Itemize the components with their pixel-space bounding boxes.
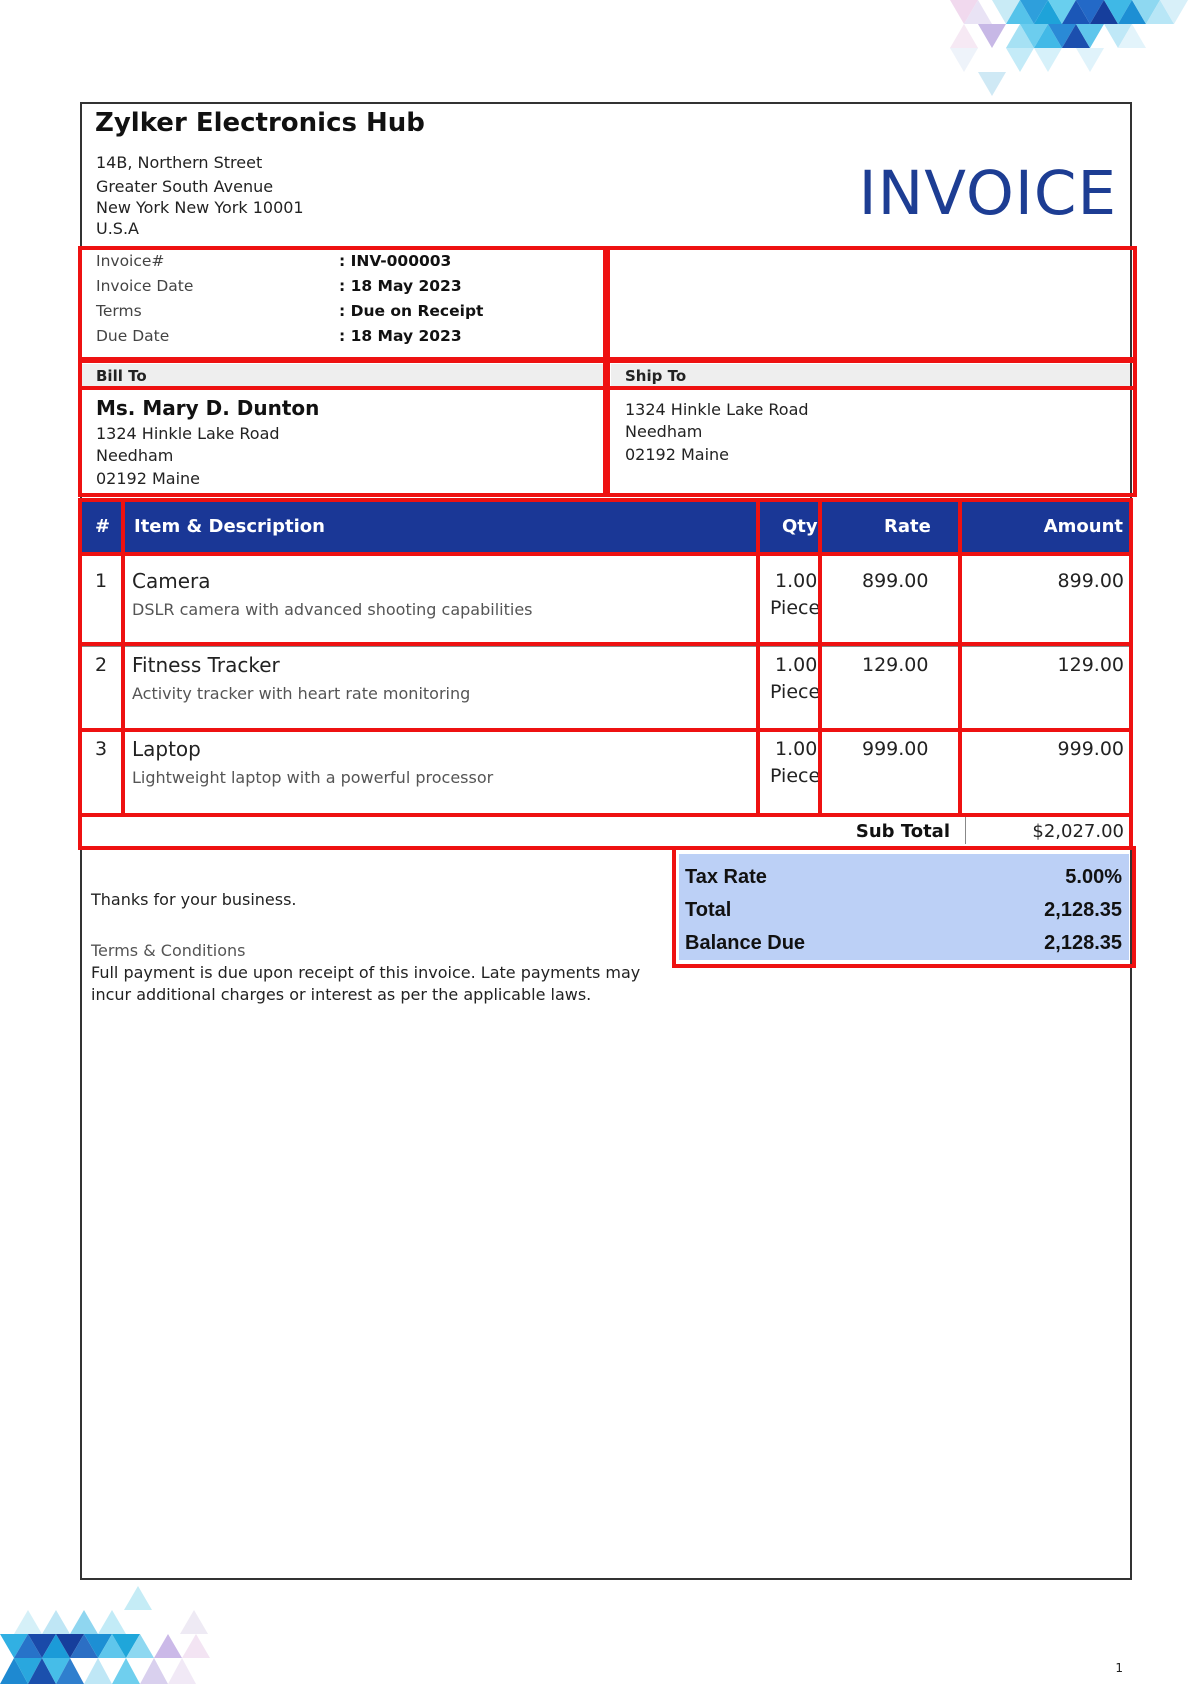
row-divider: [80, 731, 1132, 732]
item-qty: 1.00: [775, 654, 818, 676]
item-name: Laptop: [132, 737, 201, 761]
decorative-triangles-bottom-left: [0, 1586, 240, 1684]
ship-to-address-line: 1324 Hinkle Lake Road: [625, 400, 809, 419]
column-header-item-description: Item & Description: [134, 516, 325, 537]
item-amount: 129.00: [1057, 654, 1124, 676]
column-header-amount: Amount: [1043, 516, 1123, 537]
bill-to-address-line: 1324 Hinkle Lake Road: [96, 424, 280, 443]
terms-heading: Terms & Conditions: [91, 941, 246, 960]
item-description: Activity tracker with heart rate monitoring: [132, 684, 471, 703]
row-divider: [80, 646, 1132, 647]
row-divider: [80, 816, 1132, 817]
total-label: Total: [685, 899, 732, 921]
meta-label-invoice-number: Invoice#: [96, 252, 165, 270]
item-unit: Piece: [770, 765, 820, 787]
bill-to-address-line: 02192 Maine: [96, 469, 201, 488]
item-description: DSLR camera with advanced shooting capabilities: [132, 600, 533, 619]
ship-to-heading: Ship To: [611, 364, 1130, 388]
company-address-line: U.S.A: [96, 219, 139, 238]
notes-text: Thanks for your business.: [91, 890, 297, 909]
meta-value-terms: : Due on Receipt: [339, 302, 484, 320]
meta-value-invoice-number: : INV-000003: [339, 252, 452, 270]
bill-to-heading: Bill To: [82, 364, 607, 388]
tax-rate-value: 5.00%: [1065, 866, 1122, 888]
item-rate: 999.00: [862, 738, 929, 760]
item-description: Lightweight laptop with a powerful processor: [132, 768, 494, 787]
item-rate: 129.00: [862, 654, 929, 676]
item-amount: 999.00: [1057, 738, 1124, 760]
column-header-qty: Qty: [782, 516, 818, 537]
invoice-title: INVOICE: [858, 158, 1117, 229]
sub-total-value: $2,027.00: [1032, 821, 1124, 842]
row-number: 2: [95, 654, 108, 676]
sub-total-label: Sub Total: [855, 821, 950, 842]
company-address-line: Greater South Avenue: [96, 177, 274, 196]
bill-to-address-line: Needham: [96, 446, 174, 465]
item-qty: 1.00: [775, 738, 818, 760]
company-address-line: New York New York 10001: [96, 198, 304, 217]
terms-body: Full payment is due upon receipt of this invoice. Late payments may incur additional charges or interest as per the applicable laws.: [91, 963, 641, 1004]
page-number: 1: [1115, 1661, 1123, 1675]
item-rate: 899.00: [862, 570, 929, 592]
balance-due-label: Balance Due: [685, 932, 806, 954]
subtotal-divider: [965, 816, 966, 844]
decorative-triangles-top-right: [950, 0, 1191, 100]
bill-to-name: Ms. Mary D. Dunton: [96, 396, 320, 420]
balance-due-value: 2,128.35: [1044, 932, 1122, 954]
meta-value-due-date: : 18 May 2023: [339, 327, 462, 345]
meta-label-terms: Terms: [96, 302, 142, 320]
invoice-frame: [80, 102, 1132, 1580]
column-header-rate: Rate: [884, 516, 931, 537]
item-name: Fitness Tracker: [132, 653, 280, 677]
item-unit: Piece: [770, 681, 820, 703]
row-number: 1: [95, 570, 108, 592]
item-qty: 1.00: [775, 570, 818, 592]
ship-to-address-line: Needham: [625, 422, 703, 441]
item-unit: Piece: [770, 597, 820, 619]
meta-label-invoice-date: Invoice Date: [96, 277, 194, 295]
meta-label-due-date: Due Date: [96, 327, 170, 345]
tax-rate-label: Tax Rate: [685, 866, 767, 888]
row-number: 3: [95, 738, 108, 760]
company-address-line: 14B, Northern Street: [96, 153, 263, 172]
total-value: 2,128.35: [1044, 899, 1122, 921]
company-name: Zylker Electronics Hub: [95, 108, 425, 138]
item-name: Camera: [132, 569, 211, 593]
item-amount: 899.00: [1057, 570, 1124, 592]
ship-to-address-line: 02192 Maine: [625, 445, 730, 464]
meta-value-invoice-date: : 18 May 2023: [339, 277, 462, 295]
column-header-number: #: [95, 516, 111, 537]
